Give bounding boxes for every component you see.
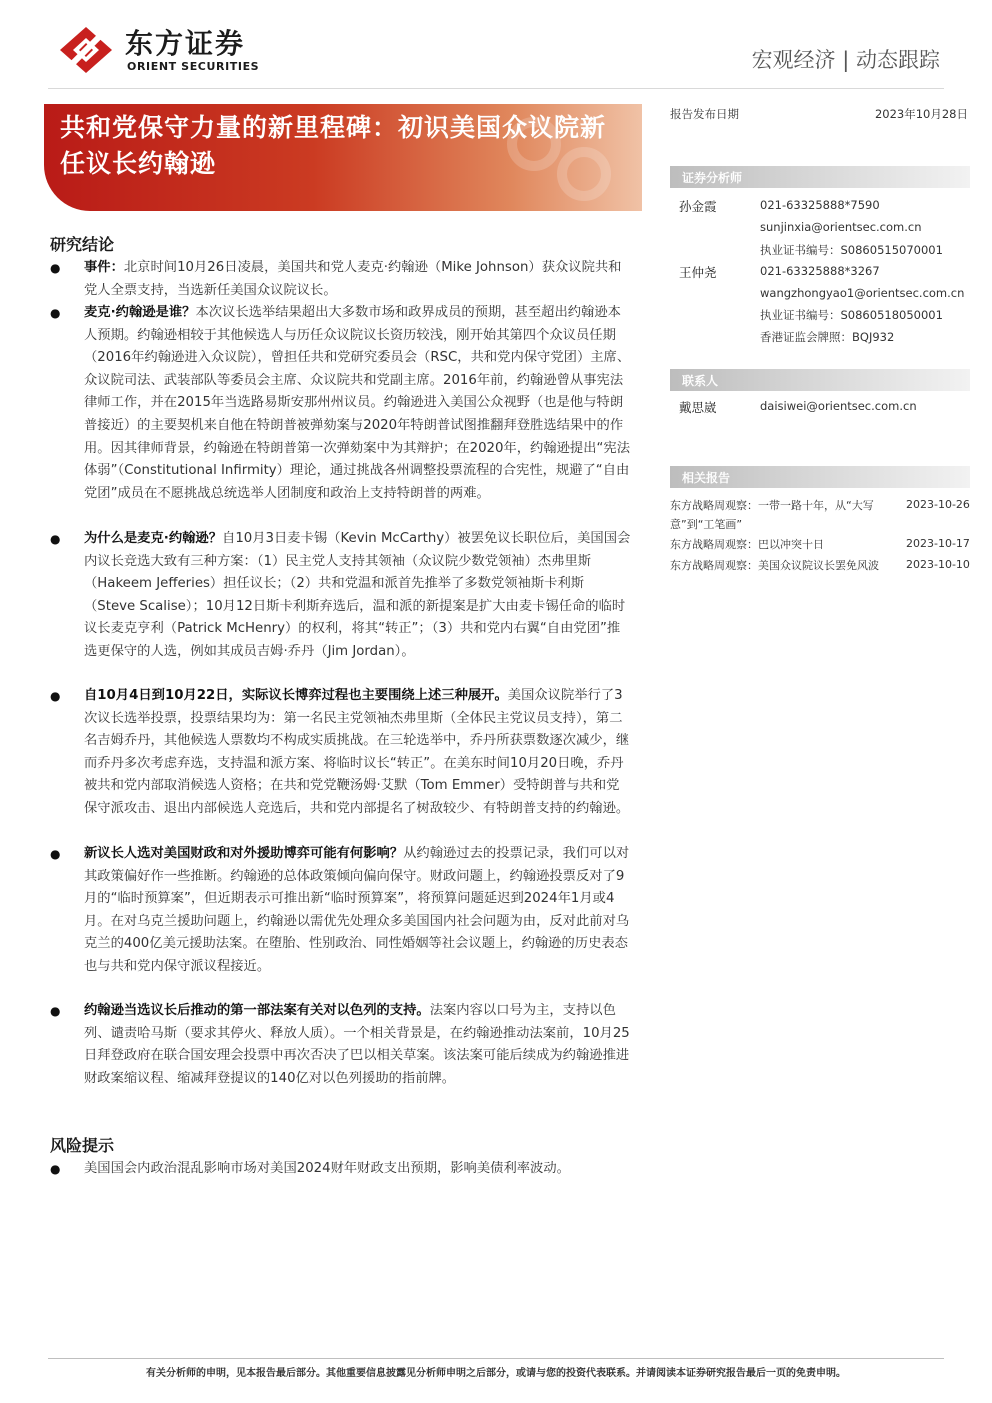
contact-email[interactable]: daisiwei@orientsec.com.cn: [760, 399, 917, 413]
report-title: 共和党保守力量的新里程碑：初识美国众议院新任议长约翰逊: [60, 113, 607, 178]
risk-heading: 风险提示: [50, 1136, 115, 1155]
bullet-lead: 新议长人选对美国财政和对外援助博弈可能有何影响？: [84, 846, 404, 861]
bullet-dot-icon: ●: [50, 261, 61, 275]
bullet-text: 法案内容以口号为主，支持以色列、谴责哈马斯（要求其停火、释放人质）。一个相关背景是，在约翰逊推动法案前，10月25日拜登政府在联合国安理会投票中再次否决了巴以相关草案。该法案可能后续成为约翰逊推进财政案缩议程、缩减拜登提议的140亿对以色列援助的指前牌。: [84, 1003, 630, 1086]
title-banner: [44, 104, 642, 211]
analyst-phone: 021-63325888*3267: [760, 264, 880, 278]
bullet-dot-icon: ●: [50, 847, 61, 861]
bullet-lead: 为什么是麦克·约翰逊？: [84, 531, 223, 546]
conclusion-bullet-3: [50, 528, 632, 664]
related-report-date: 2023-10-17: [906, 537, 970, 550]
bullet-dot-icon: ●: [50, 532, 61, 546]
analyst-email[interactable]: wangzhongyao1@orientsec.com.cn: [760, 286, 965, 300]
conclusion-bullet-2: [50, 302, 632, 505]
header-divider: [48, 88, 944, 89]
related-report-link[interactable]: 东方战略周观察：一带一路十年，从“大写意”到“工笔画”: [670, 499, 874, 531]
analyst-phone: 021-63325888*7590: [760, 198, 880, 212]
bullet-text: 从约翰逊过去的投票记录，我们可以对其政策偏好作一些推断。约翰逊的总体政策倾向偏向保守。财政问题上，约翰逊投票反对了9月的“临时预算案”，但近期表示可推出新“临时预算案”，将预算问题延迟到2024年1月或4月。在对乌克兰援助问题上，约翰逊以需优先处理众多美国国内社会问题为由，反对此前对乌克兰的400亿美元援助法案。在堕胎、性别政治、同性婚姻等社会议题上，约翰逊的历史表态也与共和党内保守派议程接近。: [84, 846, 630, 974]
bullet-lead: 约翰逊当选议长后推动的第一部法案有关对以色列的支持。: [84, 1003, 430, 1018]
publish-date-label: 报告发布日期: [670, 107, 739, 121]
bullet-text: 美国众议院举行了3次议长选举投票，投票结果均为：第一名民主党领袖杰弗里斯（全体民主党议员支持），第二名吉姆乔丹，其他候选人票数均不构成实质挑战。在三轮选举中，乔丹所获票数逐次减少，继而乔丹多次考虑弃选，支持温和派方案、将临时议长“转正”。在美东时间10月20日晚，乔丹被共和党内部取消候选人资格；在共和党党鞭汤姆·艾默（Tom Emmer）受特朗普与共和党保守派攻击、退出内部候选人竞选后，共和党内部提名了树敌较少、有特朗普支持的约翰逊。: [84, 688, 630, 816]
related-report-date: 2023-10-10: [906, 558, 970, 571]
logo-chinese-name: 东方证券: [125, 27, 246, 60]
conclusion-heading: 研究结论: [50, 235, 115, 254]
footer-divider: [48, 1358, 944, 1359]
analyst-section-title: 证券分析师: [682, 171, 743, 185]
bullet-dot-icon: ●: [50, 306, 61, 320]
analyst-hk-license: 香港证监会牌照：BQJ932: [760, 330, 895, 344]
bullet-lead: 事件：: [84, 260, 124, 275]
analyst-name: 孙金霞: [679, 199, 717, 214]
conclusion-bullet-5: [50, 843, 632, 979]
analyst-license: 执业证书编号：S0860518050001: [760, 308, 943, 322]
publish-date-value: 2023年10月28日: [874, 107, 968, 121]
orient-securities-logo-icon: [58, 25, 114, 75]
bullet-dot-icon: ●: [50, 1162, 61, 1176]
bullet-text: 自10月3日麦卡锡（Kevin McCarthy）被罢免议长职位后，美国国会内议长竞选大致有三种方案：（1）民主党人支持其领袖（众议院少数党领袖）杰弗里斯（Hakeem Jefferies）担任议长；（2）共和党温和派首先推举了多数党领袖斯卡利斯（Steve Scalise）；10月12日斯卡利斯弃选后，温和派的新提案是扩大由麦卡锡任命的临时议长麦克亨利（Patrick McHenry）的权利，将其“转正”；（3）共和党内右翼“自由党团”推选更保守的人选，例如其成员吉姆·乔丹（Jim Jordan）。: [84, 531, 631, 659]
related-report-link[interactable]: 东方战略周观察：美国众议院议长罢免风波: [670, 559, 879, 572]
bullet-lead: 麦克·约翰逊是谁？: [84, 305, 196, 320]
contact-section-title: 联系人: [682, 374, 719, 388]
bullet-text: 北京时间10月26日凌晨，美国共和党人麦克·约翰逊（Mike Johnson）获众议院共和党人全票支持，当选新任美国众议院议长。: [84, 260, 622, 298]
contact-section-bar: [670, 369, 970, 391]
risk-bullet: [50, 1158, 644, 1181]
bullet-text: 本次议长选举结果超出大多数市场和政界成员的预期，甚至超出约翰逊本人预期。约翰逊相较于其他候选人与历任众议院议长资历较浅，刚开始其第四个众议员任期（2016年约翰逊进入众议院），曾担任共和党研究委员会（RSC，共和党内保守党团）主席、众议院司法、武装部队等委员会主席、众议院共和党副主席。2016年前，约翰逊曾从事宪法律师工作，并在2015年当选路易斯安那州州议员。约翰逊进入美国公众视野（也是他与特朗普接近）的主要契机来自他在特朗普被弹劾案与2020年特朗普试图推翻拜登胜选结果中的作用。因其律师背景，约翰逊在特朗普第一次弹劾案中为其辩护；在2020年，约翰逊提出“宪法体弱”（Constitutional Infirmity）理论，通过挑战各州调整投票流程的合宪性，规避了“自由党团”成员在不愿挑战总统选举人团制度和政治上支持特朗普的两难。: [84, 305, 631, 501]
bullet-dot-icon: ●: [50, 1004, 61, 1018]
related-section-bar: [670, 466, 970, 488]
analyst-name: 王仲尧: [679, 265, 717, 280]
related-section-title: 相关报告: [682, 471, 731, 485]
conclusion-bullet-4: [50, 685, 632, 821]
analyst-section-bar: [670, 166, 970, 188]
conclusion-bullet-1: [50, 257, 632, 302]
conclusion-bullet-6: [50, 1000, 632, 1090]
report-type-label: 宏观经济 | 动态跟踪: [751, 48, 940, 72]
bullet-dot-icon: ●: [50, 689, 61, 703]
related-report-link[interactable]: 东方战略周观察：巴以冲突十日: [670, 538, 824, 551]
analyst-license: 执业证书编号：S0860515070001: [760, 243, 943, 257]
bullet-lead: 自10月4日到10月22日，实际议长博弈过程也主要围绕上述三种展开。: [84, 688, 508, 703]
logo-english-name: ORIENT SECURITIES: [127, 60, 260, 73]
analyst-email[interactable]: sunjinxia@orientsec.com.cn: [760, 220, 922, 234]
related-report-date: 2023-10-26: [906, 498, 970, 511]
bullet-text: 美国国会内政治混乱影响市场对美国2024财年财政支出预期，影响美债利率波动。: [84, 1161, 570, 1176]
contact-name: 戴思崴: [679, 400, 717, 415]
footer-disclaimer: 有关分析师的申明，见本报告最后部分。其他重要信息披露见分析师申明之后部分，或请与您的投资代表联系。并请阅读本证券研究报告最后一页的免责申明。: [146, 1368, 846, 1379]
